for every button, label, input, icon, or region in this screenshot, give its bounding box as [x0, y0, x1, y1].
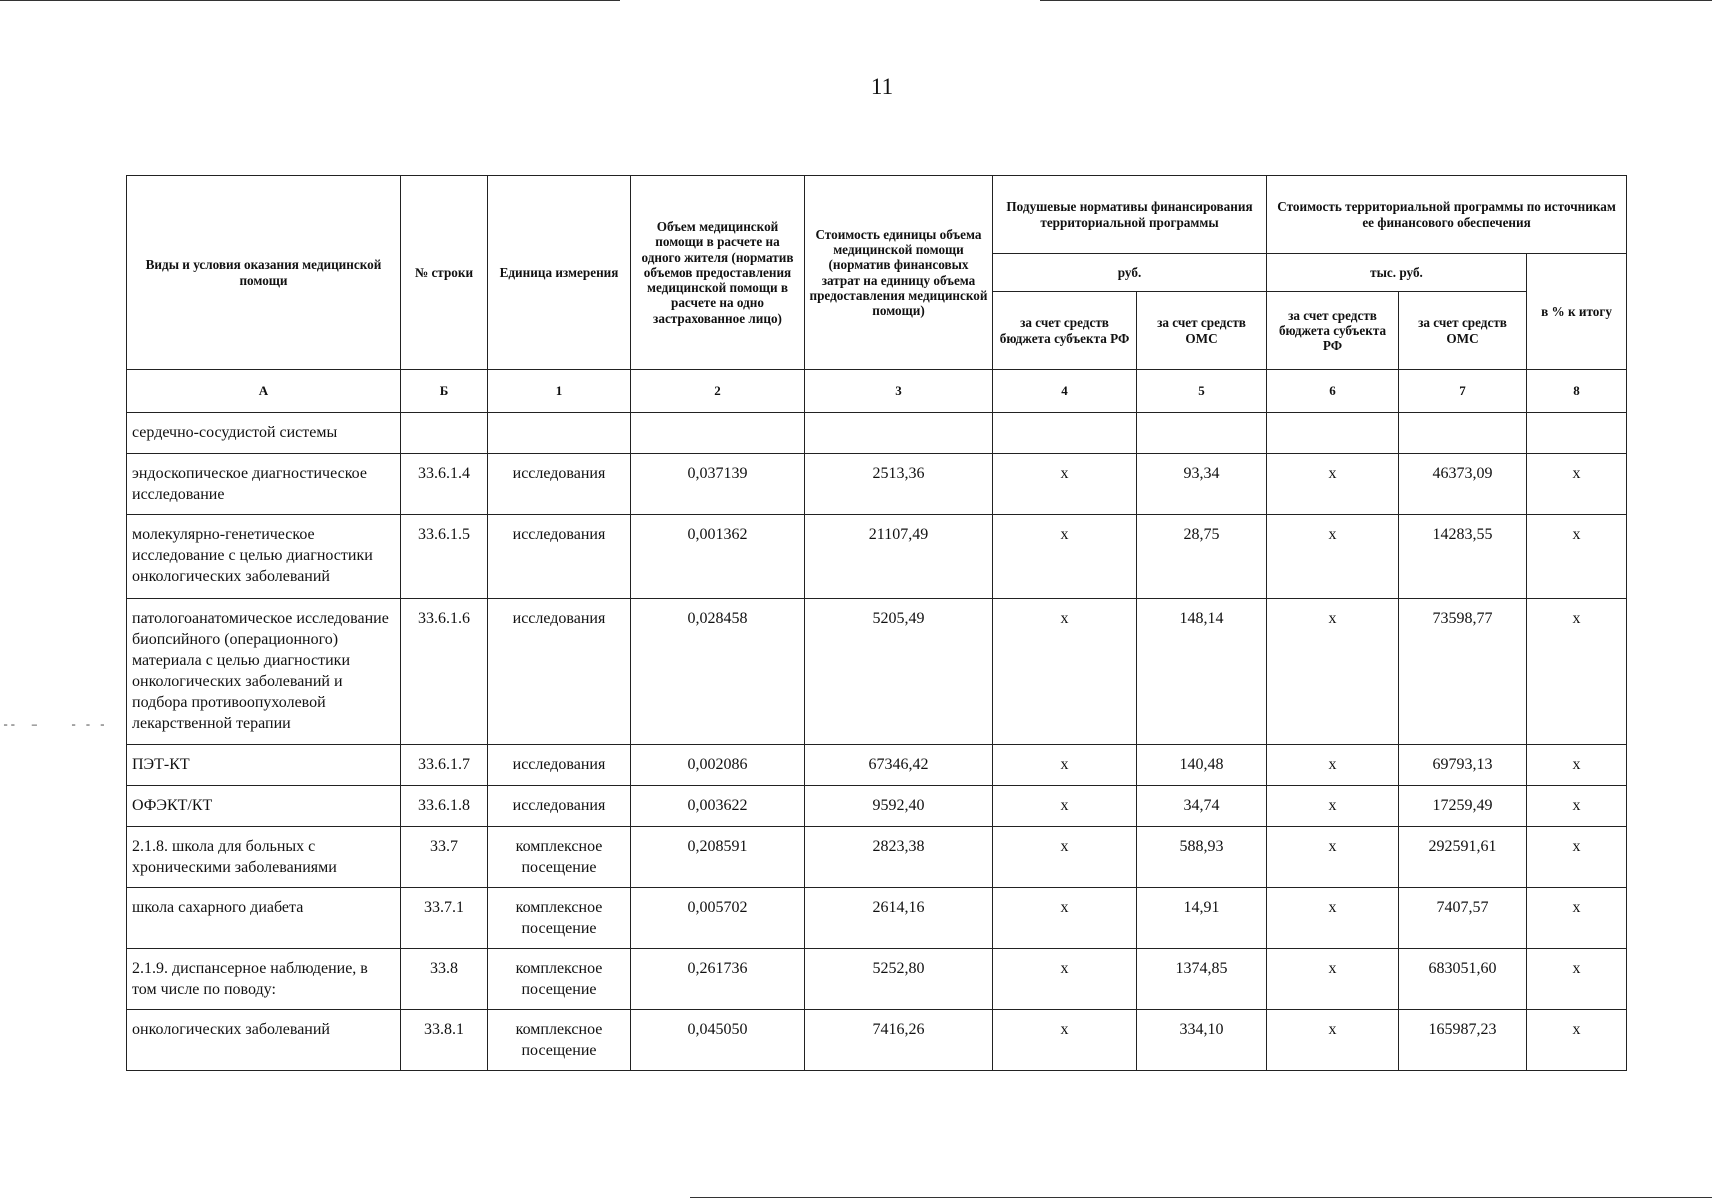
cell-name: 2.1.9. диспансерное наблюдение, в том числе по поводу: — [127, 949, 401, 1010]
cell-cost: 2823,38 — [805, 827, 993, 888]
header-types: Виды и условия оказания медицинской помощи — [127, 176, 401, 370]
index-cell: 1 — [488, 370, 631, 413]
index-cell: 4 — [993, 370, 1137, 413]
table-row — [127, 949, 1627, 1010]
cell-budget-rf-thousand: x — [1267, 827, 1399, 888]
cell-budget-rf-thousand: x — [1267, 786, 1399, 827]
cell-name: сердечно-сосудистой системы — [127, 413, 401, 454]
table-row — [127, 413, 1627, 454]
cell-budget-rf-rub: x — [993, 827, 1137, 888]
cell-name: онкологических заболеваний — [127, 1010, 401, 1071]
cell-name: ОФЭКТ/КТ — [127, 786, 401, 827]
index-cell: Б — [401, 370, 488, 413]
cell-oms-rub: 34,74 — [1137, 786, 1267, 827]
index-cell: 8 — [1527, 370, 1627, 413]
header-program-cost-group: Стоимость территориальной программы по источникам ее финансового обеспечения — [1267, 176, 1627, 254]
cell-budget-rf-rub: x — [993, 454, 1137, 515]
cell-unit: комплексное посещение — [488, 949, 631, 1010]
cell-row-number — [401, 413, 488, 454]
cell-cost: 9592,40 — [805, 786, 993, 827]
cell-percent: x — [1527, 827, 1627, 888]
cell-oms-thousand: 292591,61 — [1399, 827, 1527, 888]
cell-name: ПЭТ-КТ — [127, 745, 401, 786]
scan-mark-left: -- – — [2, 718, 39, 732]
cell-budget-rf-thousand: x — [1267, 1010, 1399, 1071]
cell-oms-thousand: 73598,77 — [1399, 599, 1527, 745]
cell-percent: x — [1527, 599, 1627, 745]
cell-row-number: 33.6.1.8 — [401, 786, 488, 827]
cell-unit: исследования — [488, 454, 631, 515]
header-oms-1: за счет средств ОМС — [1137, 292, 1267, 370]
cell-oms-rub: 334,10 — [1137, 1010, 1267, 1071]
cell-oms-rub: 1374,85 — [1137, 949, 1267, 1010]
cell-budget-rf-rub: x — [993, 1010, 1137, 1071]
cell-budget-rf-thousand: x — [1267, 949, 1399, 1010]
cell-percent: x — [1527, 745, 1627, 786]
cell-row-number: 33.6.1.6 — [401, 599, 488, 745]
cell-cost: 5252,80 — [805, 949, 993, 1010]
cell-volume: 0,028458 — [631, 599, 805, 745]
table-row — [127, 786, 1627, 827]
header-budget-rf-2: за счет средств бюджета субъекта РФ — [1267, 292, 1399, 370]
cell-name: школа сахарного диабета — [127, 888, 401, 949]
cell-budget-rf-rub: x — [993, 745, 1137, 786]
header-volume: Объем медицинской помощи в расчете на одного жителя (норматив объемов предоставления медицинской помощи в расчете на одно застрахованное лицо) — [631, 176, 805, 370]
cell-unit: исследования — [488, 515, 631, 599]
cell-budget-rf-thousand: x — [1267, 745, 1399, 786]
cell-budget-rf-rub: x — [993, 949, 1137, 1010]
cell-budget-rf-thousand: x — [1267, 599, 1399, 745]
scan-edge-top-right — [1040, 0, 1712, 1]
page-number: 11 — [870, 74, 894, 99]
cell-cost: 2513,36 — [805, 454, 993, 515]
table-row — [127, 745, 1627, 786]
cell-oms-thousand: 17259,49 — [1399, 786, 1527, 827]
header-unit: Единица измерения — [488, 176, 631, 370]
cell-budget-rf-rub: x — [993, 888, 1137, 949]
cell-unit — [488, 413, 631, 454]
cell-volume: 0,002086 — [631, 745, 805, 786]
table-row — [127, 888, 1627, 949]
cell-budget-rf-rub: x — [993, 786, 1137, 827]
column-index-row — [127, 370, 1627, 413]
cell-volume: 0,037139 — [631, 454, 805, 515]
cell-percent: x — [1527, 515, 1627, 599]
cell-oms-thousand: 69793,13 — [1399, 745, 1527, 786]
header-budget-rf-1: за счет средств бюджета субъекта РФ — [993, 292, 1137, 370]
header-percent-total: в % к итогу — [1527, 254, 1627, 370]
index-cell: 6 — [1267, 370, 1399, 413]
cell-volume — [631, 413, 805, 454]
cell-cost: 5205,49 — [805, 599, 993, 745]
cell-oms-rub: 588,93 — [1137, 827, 1267, 888]
cell-volume: 0,045050 — [631, 1010, 805, 1071]
cell-unit: комплексное посещение — [488, 888, 631, 949]
cell-unit: исследования — [488, 786, 631, 827]
table-row — [127, 1010, 1627, 1071]
cell-oms-rub: 28,75 — [1137, 515, 1267, 599]
cell-oms-rub: 14,91 — [1137, 888, 1267, 949]
cell-budget-rf-thousand — [1267, 413, 1399, 454]
cell-volume: 0,001362 — [631, 515, 805, 599]
cell-row-number: 33.8.1 — [401, 1010, 488, 1071]
cell-row-number: 33.7.1 — [401, 888, 488, 949]
scan-mark-left-2: - - - — [70, 718, 107, 732]
header-per-capita-group: Подушевые нормативы финансирования территориальной программы — [993, 176, 1267, 254]
financing-table — [126, 175, 1627, 1071]
cell-oms-thousand: 7407,57 — [1399, 888, 1527, 949]
cell-name: молекулярно-генетическое исследование с целью диагностики онкологических заболеваний — [127, 515, 401, 599]
cell-percent: x — [1527, 786, 1627, 827]
cell-unit: исследования — [488, 599, 631, 745]
scan-edge-top-left — [0, 0, 620, 1]
cell-budget-rf-thousand: x — [1267, 454, 1399, 515]
header-row-number: № строки — [401, 176, 488, 370]
cell-row-number: 33.6.1.7 — [401, 745, 488, 786]
table-row — [127, 827, 1627, 888]
cell-oms-thousand: 165987,23 — [1399, 1010, 1527, 1071]
cell-oms-rub — [1137, 413, 1267, 454]
cell-percent: x — [1527, 949, 1627, 1010]
table-row — [127, 515, 1627, 599]
cell-volume: 0,003622 — [631, 786, 805, 827]
cell-percent: x — [1527, 454, 1627, 515]
cell-unit: исследования — [488, 745, 631, 786]
cell-oms-rub: 93,34 — [1137, 454, 1267, 515]
index-cell: А — [127, 370, 401, 413]
index-cell: 7 — [1399, 370, 1527, 413]
cell-percent: x — [1527, 1010, 1627, 1071]
cell-row-number: 33.6.1.4 — [401, 454, 488, 515]
cell-name: эндоскопическое диагностическое исследование — [127, 454, 401, 515]
cell-oms-thousand: 14283,55 — [1399, 515, 1527, 599]
cell-name: 2.1.8. школа для больных с хроническими заболеваниями — [127, 827, 401, 888]
header-unit-thousand-rub: тыс. руб. — [1267, 254, 1527, 292]
cell-cost — [805, 413, 993, 454]
cell-oms-thousand: 683051,60 — [1399, 949, 1527, 1010]
table-row — [127, 454, 1627, 515]
cell-cost: 67346,42 — [805, 745, 993, 786]
header-cost: Стоимость единицы объема медицинской помощи (норматив финансовых затрат на единицу объема предоставления медицинской помощи) — [805, 176, 993, 370]
header-unit-rub: руб. — [993, 254, 1267, 292]
scan-edge-bottom — [690, 1197, 1712, 1198]
cell-oms-rub: 140,48 — [1137, 745, 1267, 786]
cell-budget-rf-rub: x — [993, 599, 1137, 745]
index-cell: 3 — [805, 370, 993, 413]
cell-cost: 7416,26 — [805, 1010, 993, 1071]
cell-cost: 21107,49 — [805, 515, 993, 599]
cell-name: патологоанатомическое исследование биопсийного (операционного) материала с целью диагностики онкологических заболеваний и подбора противоопухолевой лекарственной терапии — [127, 599, 401, 745]
index-cell: 5 — [1137, 370, 1267, 413]
header-oms-2: за счет средств ОМС — [1399, 292, 1527, 370]
table-row — [127, 599, 1627, 745]
cell-volume: 0,261736 — [631, 949, 805, 1010]
cell-oms-thousand — [1399, 413, 1527, 454]
cell-row-number: 33.7 — [401, 827, 488, 888]
cell-volume: 0,208591 — [631, 827, 805, 888]
cell-percent — [1527, 413, 1627, 454]
cell-cost: 2614,16 — [805, 888, 993, 949]
cell-unit: комплексное посещение — [488, 827, 631, 888]
cell-row-number: 33.6.1.5 — [401, 515, 488, 599]
cell-row-number: 33.8 — [401, 949, 488, 1010]
index-cell: 2 — [631, 370, 805, 413]
cell-budget-rf-rub: x — [993, 515, 1137, 599]
cell-percent: x — [1527, 888, 1627, 949]
cell-unit: комплексное посещение — [488, 1010, 631, 1071]
cell-volume: 0,005702 — [631, 888, 805, 949]
cell-oms-rub: 148,14 — [1137, 599, 1267, 745]
cell-budget-rf-thousand: x — [1267, 515, 1399, 599]
cell-budget-rf-thousand: x — [1267, 888, 1399, 949]
cell-oms-thousand: 46373,09 — [1399, 454, 1527, 515]
cell-budget-rf-rub — [993, 413, 1137, 454]
